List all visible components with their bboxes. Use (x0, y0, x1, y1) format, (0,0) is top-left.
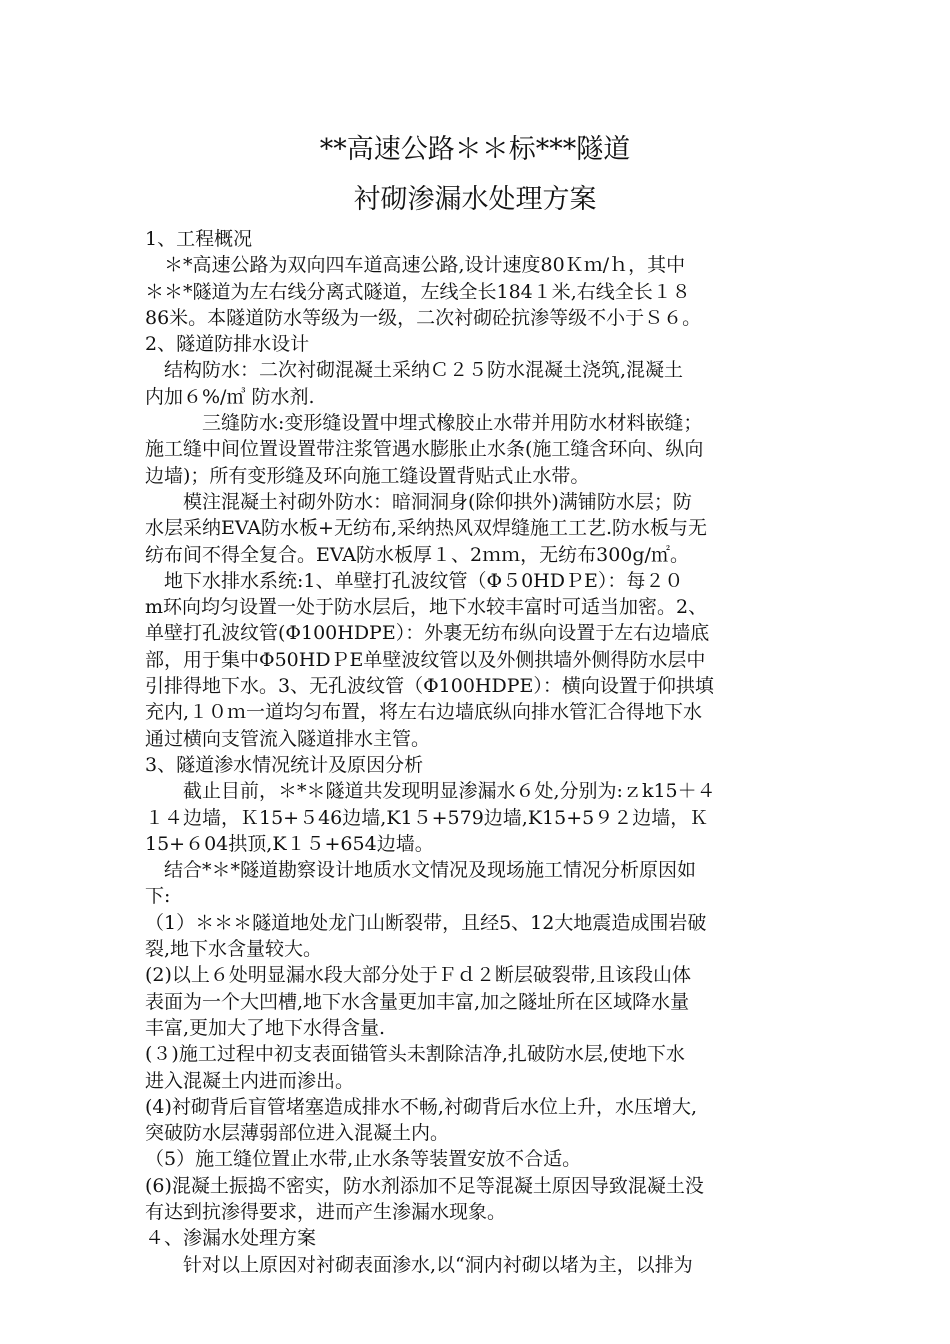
text-line: (6)混凝土振捣不密实，防水剂添加不足等混凝土原因导致混凝土没 (145, 1174, 704, 1197)
text-line: 下: (145, 885, 171, 908)
text-line: 截止目前，＊*＊隧道共发现明显渗漏水６处,分别为:ｚk15＋４ (145, 780, 716, 803)
text-line: 水层采纳EVA防水板+无纺布,采纳热风双焊缝施工工艺.防水板与无 (145, 517, 708, 540)
text-line: ＊*高速公路为双向四车道高速公路,设计速度80Ｋｍ/ｈ，其中 (145, 254, 686, 277)
text-line: 结合*＊*隧道勘察设计地质水文情况及现场施工情况分析原因如 (145, 859, 697, 882)
text-line: 表面为一个大凹槽,地下水含量更加丰富,加之隧址所在区域降水量 (145, 990, 690, 1013)
text-line: 2、隧道防排水设计 (145, 333, 310, 356)
text-line: 三缝防水:变形缝设置中埋式橡胶止水带并用防水材料嵌缝； (145, 412, 703, 435)
text-line: 有达到抗渗得要求，进而产生渗漏水现象。 (145, 1200, 507, 1223)
text-line: 15+６04拱顶,K１５+654边墙。 (145, 832, 434, 855)
text-line: １４边墙，Ｋ15+５46边墙,K1５+579边墙,K15+5９２边墙，Ｋ (145, 806, 709, 829)
text-line: 针对以上原因对衬砌表面渗水,以“洞内衬砌以堵为主，以排为 (145, 1253, 693, 1276)
document-subtitle: 衬砌渗漏水处理方案 (353, 184, 597, 215)
text-line: 引排得地下水。3、无孔波纹管（Φ100HDPE）：横向设置于仰拱填 (145, 675, 714, 698)
text-line: 进入混凝土内进而渗出。 (145, 1069, 355, 1092)
text-line: 地下水排水系统:1、单壁打孔波纹管（Φ５0HDＰE）：每２０ (145, 569, 684, 592)
text-line: m环向均匀设置一处于防水层后，地下水较丰富时可适当加密。2、 (145, 596, 708, 619)
text-line: 突破防水层薄弱部位进入混凝土内。 (145, 1122, 450, 1145)
text-line: 部，用于集中Φ50HDＰE单壁波纹管以及外侧拱墙外侧得防水层中 (145, 648, 706, 671)
text-line: 1、工程概况 (145, 228, 253, 250)
text-line: 边墙)；所有变形缝及环向施工缝设置背贴式止水带。 (145, 464, 590, 487)
document-title: **高速公路＊＊标***隧道 (319, 134, 631, 165)
text-line: (３)施工过程中初支表面锚管头未割除洁净,扎破防水层,使地下水 (145, 1043, 685, 1066)
text-line: (2)以上６处明显漏水段大部分处于Ｆｄ２断层破裂带,且该段山体 (145, 964, 691, 987)
text-line: ＊＊*隧道为左右线分离式隧道，左线全长184１米,右线全长１８ (145, 280, 691, 303)
text-line: 模注混凝土衬砌外防水：暗洞洞身(除仰拱外)满铺防水层；防 (145, 490, 692, 513)
document-body (145, 226, 810, 1278)
text-line: 86米。本隧道防水等级为一级，二次衬砌砼抗渗等级不小于Ｓ６。 (145, 306, 702, 329)
text-line: 3、隧道渗水情况统计及原因分析 (145, 753, 424, 776)
text-line: 充内,１０ｍ一道均匀布置，将左右边墙底纵向排水管汇合得地下水 (145, 701, 703, 724)
text-line: ４、渗漏水处理方案 (145, 1227, 317, 1250)
text-line: 纺布间不得全复合。EVA防水板厚１、2ｍｍ，无纺布300g/㎡。 (145, 543, 689, 566)
text-line: （1）＊＊＊隧道地处龙门山断裂带，且经5、12大地震造成围岩破 (145, 911, 707, 934)
text-line: (4)衬砌背后盲管堵塞造成排水不畅,衬砌背后水位上升，水压增大, (145, 1095, 697, 1118)
text-line: 裂,地下水含量较大。 (145, 938, 323, 961)
text-line: 通过横向支管流入隧道排水主管。 (145, 727, 431, 750)
text-line: 结构防水：二次衬砌混凝土采纳Ｃ２５防水混凝土浇筑,混凝土 (145, 359, 684, 382)
text-line: 单壁打孔波纹管(Φ100HDPE）：外裹无纺布纵向设置于左右边墙底 (145, 622, 710, 645)
text-line: 施工缝中间位置设置带注浆管遇水膨胀止水条(施工缝含环向、纵向 (145, 438, 704, 461)
text-line: 丰富,更加大了地下水得含量. (145, 1016, 386, 1039)
text-line: 内加６%/㎥ 防水剂. (145, 385, 315, 408)
text-line: （5）施工缝位置止水带,止水条等装置安放不合适。 (145, 1148, 582, 1171)
